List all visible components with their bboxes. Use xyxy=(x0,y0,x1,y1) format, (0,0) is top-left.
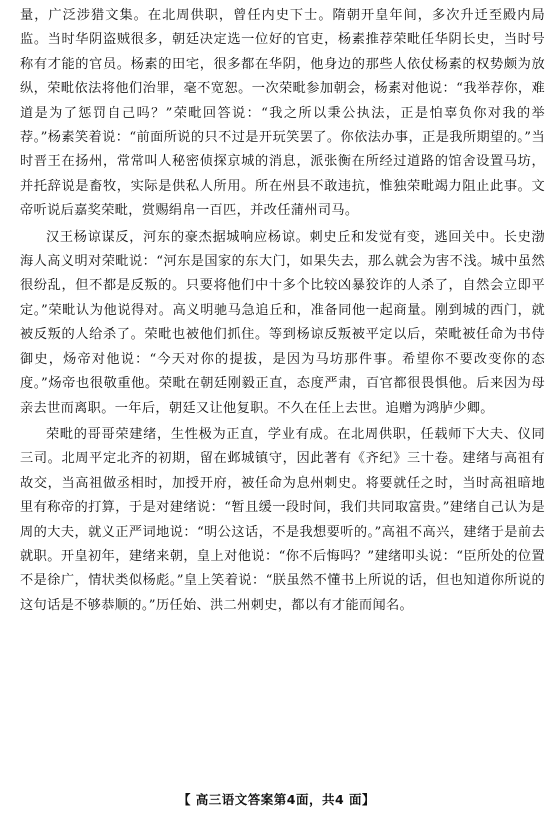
paragraph-han-wang-rebellion: 汉王杨谅谋反，河东的豪杰据城响应杨谅。刺史丘和发觉有变，逃回关中。长史渤海人高义明对荣毗说：“河东是国家的东大门，如果失去，那么就会为害不浅。城中虽然很纷乱，但不都是反叛的。只要将他们中十多个比较凶暴狡诈的人杀了，自然会立即平定。”荣毗认为他说得对。高义明驰马急追丘和，准备同他一起商量。刚到城的西门，就被反叛的人给杀了。荣毗也被他们抓住。等到杨谅反叛被平定以后，荣毗被任命为书侍御史，炀帝对他说：“今天对你的提拔，是因为马坊那件事。希望你不要改变你的态度。”炀帝也很敬重他。荣毗在朝廷刚毅正直，态度严肃，百官都很畏惧他。后来因为母亲去世而离职。一年后，朝廷又让他复职。不久在任上去世。追赠为鸿胪少卿。 xyxy=(20,229,545,416)
paragraph-rong-pi-career: 量，广泛涉猎文集。在北周供职，曾任内史下士。隋朝开皇年间，多次升迁至殿内局监。当时华阴盗贼很多，朝廷决定选一位好的官吏，杨素推荐荣毗任华阴长史，当时号称有才能的官员。杨素的田宅，很多都在华阴，他身边的那些人依仗杨素的权势颇为放纵，荣毗依法将他们治罪，毫不宽恕。一次荣毗参加朝会，杨素对他说：“我举荐你，难道是为了惩罚自己吗？”荣毗回答说：“我之所以秉公执法，正是怕辜负你对我的举荐。”杨素笑着说：“前面所说的只不过是开玩笑罢了。你依法办事，正是我所期望的。”当时晋王在扬州，常常叫人秘密侦探京城的消息，派张衡在所经过道路的馆舍设置马坊，并托辞说是畜牧，实际是供私人所用。所在州县不敢违抗，惟独荣毗竭力阻止此事。文帝听说后嘉奖荣毗，赏赐绢帛一百匹，并改任蒲州司马。 xyxy=(20,8,545,219)
paragraph-rong-jianxu: 荣毗的哥哥荣建绪，生性极为正直，学业有成。在北周供职，任载师下大夫、仪同三司。北周平定北齐的初期，留在邺城镇守，因此著有《齐纪》三十卷。建绪与高祖有故交，当高祖做丞相时，加授开府，被任命为息州刺史。将要就任之时，当时高祖暗地里有称帝的打算，于是对建绪说：“暂且缓一段时间，我们共同取富贵。”建绪自己认为是周的大夫，就义正严词地说：“明公这话，不是我想要听的。”高祖不高兴，建绪于是前去就职。开皇初年，建绪来朝，皇上对他说：“你不后悔吗？”建绪叩头说：“臣所处的位置不是徐广，情状类似杨彪。”皇上笑着说：“朕虽然不懂书上所说的话，但也知道你所说的这句话是不够恭顺的。”历任始、洪二州刺史，都以有才能而闻名。 xyxy=(20,426,545,613)
page-footer: 【 高三语文答案第4面，共4 面】 xyxy=(177,792,376,807)
translation-text xyxy=(20,4,545,618)
